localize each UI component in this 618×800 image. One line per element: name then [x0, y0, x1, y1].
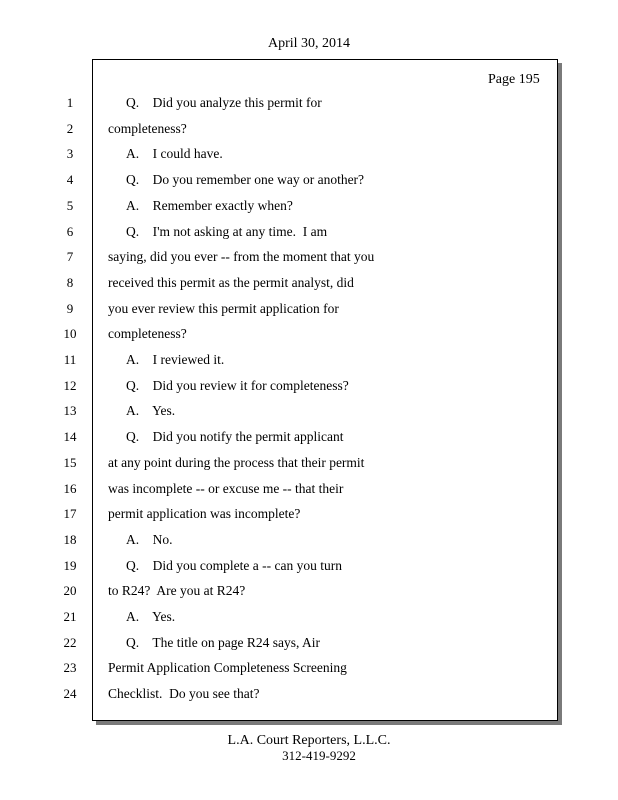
- line-number: 12: [63, 378, 77, 393]
- line-number: 15: [63, 455, 77, 470]
- transcript-line: Q. The title on page R24 says, Air: [126, 635, 320, 650]
- transcript-line: completeness?: [108, 121, 187, 136]
- transcript-line: completeness?: [108, 326, 187, 341]
- transcript-line: Permit Application Completeness Screening: [108, 660, 347, 675]
- line-number: 10: [63, 326, 77, 341]
- line-number: 17: [63, 506, 77, 521]
- transcript-line: was incomplete -- or excuse me -- that their: [108, 481, 344, 496]
- footer-phone: 312-419-9292: [282, 748, 356, 763]
- line-number: 21: [63, 609, 77, 624]
- transcript-line: you ever review this permit application for: [108, 301, 339, 316]
- line-number: 13: [63, 403, 77, 418]
- line-number: 23: [63, 660, 77, 675]
- transcript-line: received this permit as the permit analyst, did: [108, 275, 354, 290]
- transcript-line: Q. Did you review it for completeness?: [126, 378, 349, 393]
- line-number: 22: [63, 635, 77, 650]
- transcript-line: permit application was incomplete?: [108, 506, 301, 521]
- transcript-line: Q. Did you complete a -- can you turn: [126, 558, 342, 573]
- transcript-line: A. No.: [126, 532, 173, 547]
- line-number: 4: [66, 172, 74, 187]
- transcript-line: A. I reviewed it.: [126, 352, 225, 367]
- line-number: 11: [63, 352, 77, 367]
- line-number: 6: [66, 224, 74, 239]
- line-number: 20: [63, 583, 77, 598]
- line-number: 5: [66, 198, 74, 213]
- header-date: April 30, 2014: [267, 36, 351, 51]
- line-number: 14: [63, 429, 77, 444]
- transcript-line: at any point during the process that their permit: [108, 455, 365, 470]
- page-number: Page 195: [488, 72, 540, 87]
- line-number: 1: [66, 95, 74, 110]
- line-number: 7: [66, 249, 74, 264]
- transcript-line: A. Yes.: [126, 609, 176, 624]
- transcript-line: A. Yes.: [126, 403, 176, 418]
- transcript-line: Q. Did you analyze this permit for: [126, 95, 322, 110]
- line-number: 24: [63, 686, 77, 701]
- transcript-line: to R24? Are you at R24?: [108, 583, 246, 598]
- line-number: 19: [63, 558, 77, 573]
- line-number: 9: [66, 301, 74, 316]
- transcript-line: Checklist. Do you see that?: [108, 686, 260, 701]
- line-number: 16: [63, 481, 77, 496]
- transcript-line: A. I could have.: [126, 146, 223, 161]
- line-number: 2: [66, 121, 74, 136]
- transcript-line: Q. Did you notify the permit applicant: [126, 429, 344, 444]
- line-number: 3: [66, 146, 74, 161]
- transcript-line: Q. Do you remember one way or another?: [126, 172, 365, 187]
- transcript-line: A. Remember exactly when?: [126, 198, 293, 213]
- line-number: 8: [66, 275, 74, 290]
- transcript-line: saying, did you ever -- from the moment that you: [108, 249, 375, 264]
- transcript-line: Q. I'm not asking at any time. I am: [126, 224, 328, 239]
- footer-firm-name: L.A. Court Reporters, L.L.C.: [227, 733, 391, 748]
- line-number: 18: [63, 532, 77, 547]
